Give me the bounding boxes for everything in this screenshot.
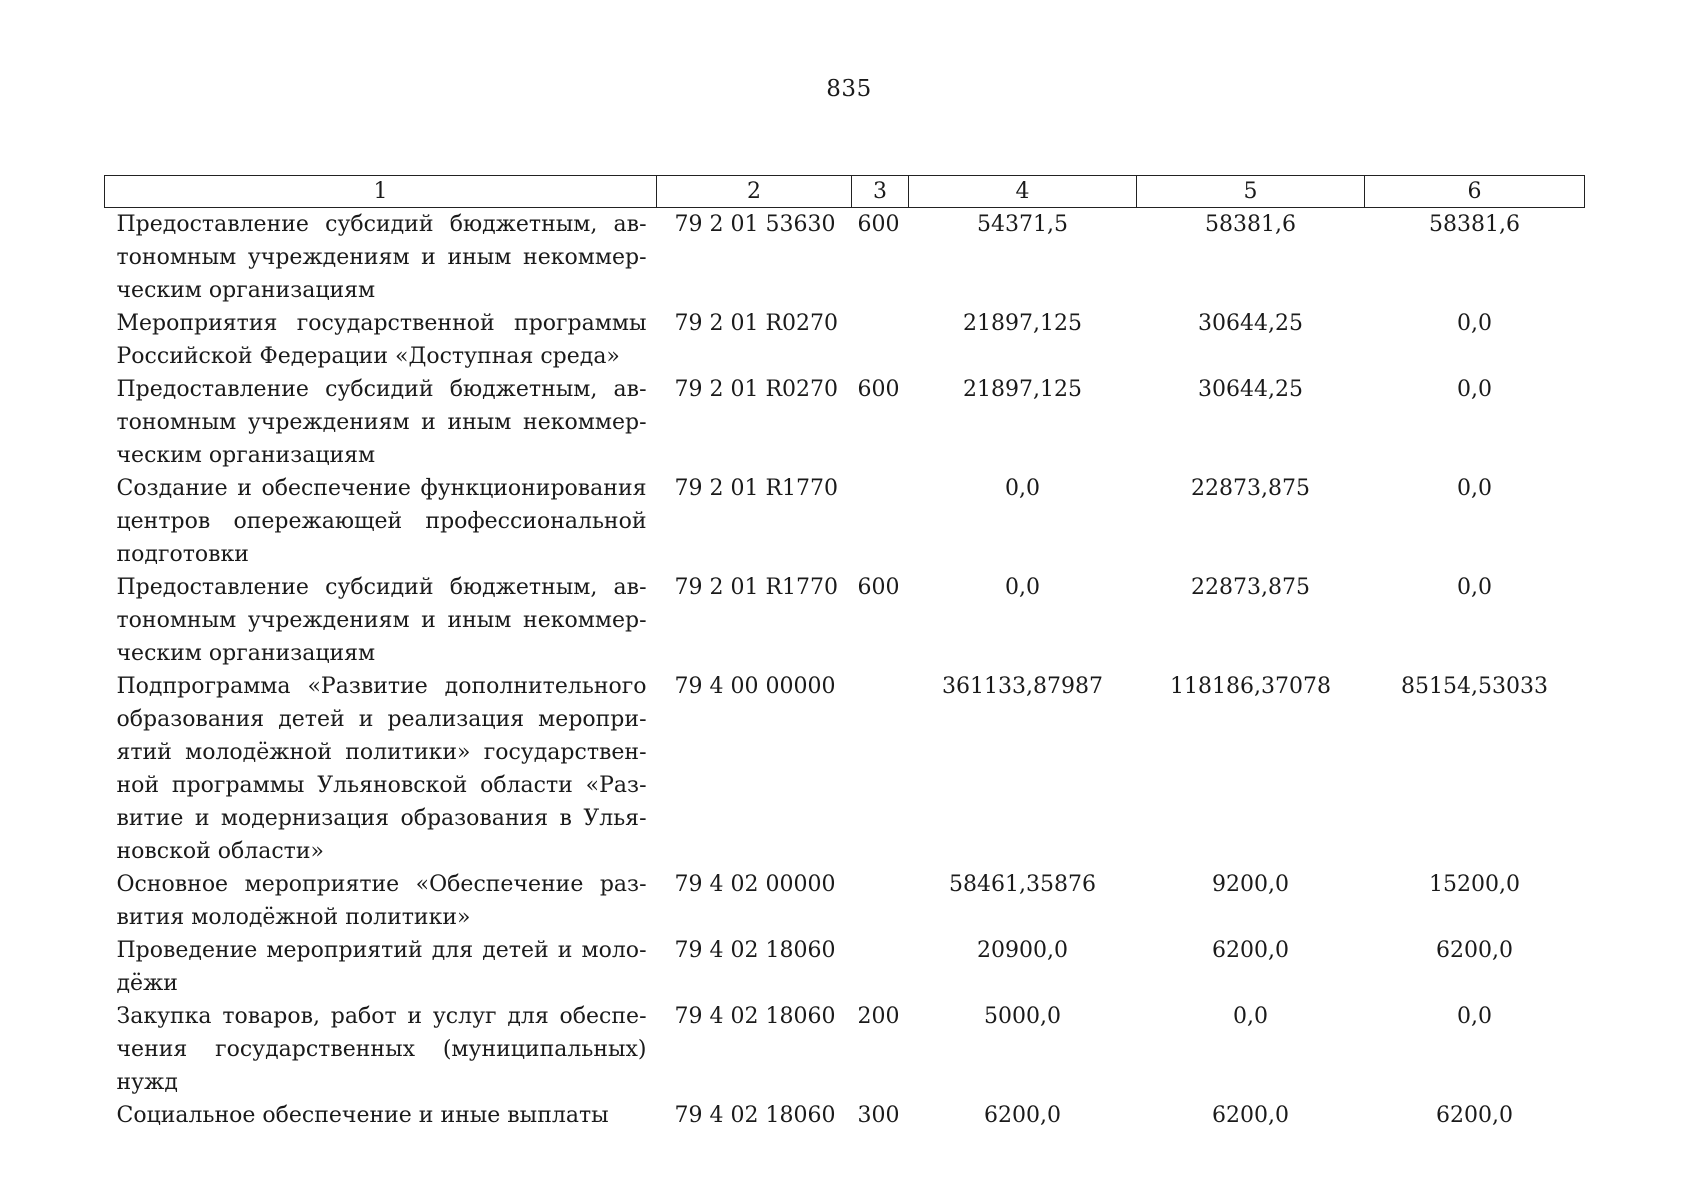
row-code: 79 4 02 00000 — [674, 872, 836, 897]
row-value-6: 0,0 — [1457, 377, 1492, 402]
column-header-5: 5 — [1137, 176, 1365, 208]
row-value-5: 6200,0 — [1212, 1103, 1289, 1128]
row-name: Подпрограмма «Развитие дополнительного образования детей и реализация мероприятий молодёжной политики» государственной программы Ульяновской области «Развитие и модернизация образования в Ульяновской области» — [116, 674, 647, 864]
row-expense-type — [852, 307, 909, 373]
row-value-4: 5000,0 — [984, 1004, 1061, 1029]
row-value-6: 58381,6 — [1429, 212, 1520, 237]
row-value-6: 6200,0 — [1436, 1103, 1513, 1128]
table-row — [105, 373, 1585, 472]
row-code: 79 2 01 53630 — [674, 212, 836, 237]
row-value-4: 0,0 — [1005, 476, 1040, 501]
row-value-5: 118186,37078 — [1170, 674, 1331, 699]
table-row — [105, 934, 1585, 1000]
row-value-6: 85154,53033 — [1401, 674, 1548, 699]
row-value-5: 30644,25 — [1198, 311, 1303, 336]
row-value-5: 22873,875 — [1191, 476, 1310, 501]
row-value-4: 20900,0 — [977, 938, 1068, 963]
row-code: 79 2 01 R1770 — [674, 575, 839, 600]
row-expense-type — [852, 868, 909, 934]
row-value-6: 15200,0 — [1429, 872, 1520, 897]
row-value-4: 0,0 — [1005, 575, 1040, 600]
row-value-4: 21897,125 — [963, 311, 1082, 336]
row-name: Мероприятия государственной программы Российской Федерации «Доступная среда» — [116, 311, 647, 369]
table-row — [105, 208, 1585, 308]
row-code: 79 2 01 R0270 — [674, 377, 839, 402]
row-value-6: 0,0 — [1457, 1004, 1492, 1029]
row-expense-type — [852, 472, 909, 571]
row-value-5: 6200,0 — [1212, 938, 1289, 963]
row-value-4: 361133,87987 — [942, 674, 1103, 699]
row-value-6: 6200,0 — [1436, 938, 1513, 963]
row-name: Предоставление субсидий бюджетным, автономным учреждениям и иным некоммерческим организациям — [116, 575, 647, 666]
row-code: 79 4 02 18060 — [674, 1004, 836, 1029]
row-name: Социальное обеспечение и иные выплаты — [116, 1103, 609, 1128]
column-header-4: 4 — [909, 176, 1137, 208]
row-name: Проведение мероприятий для детей и молодёжи — [116, 938, 647, 996]
row-expense-type: 600 — [857, 212, 900, 237]
row-expense-type: 300 — [857, 1103, 900, 1128]
row-value-4: 54371,5 — [977, 212, 1068, 237]
row-code: 79 4 00 00000 — [674, 674, 836, 699]
row-code: 79 2 01 R0270 — [674, 311, 839, 336]
row-code: 79 4 02 18060 — [674, 938, 836, 963]
row-value-4: 58461,35876 — [949, 872, 1096, 897]
table-row — [105, 868, 1585, 934]
row-value-5: 22873,875 — [1191, 575, 1310, 600]
header-row — [105, 176, 1585, 208]
row-value-5: 58381,6 — [1205, 212, 1296, 237]
budget-table — [104, 175, 1585, 1132]
row-value-6: 0,0 — [1457, 476, 1492, 501]
page-number: 835 — [826, 76, 872, 102]
row-name: Закупка товаров, работ и услуг для обеспечения государственных (муниципальных) нужд — [116, 1004, 647, 1095]
row-expense-type: 600 — [857, 377, 900, 402]
row-value-5: 30644,25 — [1198, 377, 1303, 402]
row-expense-type — [852, 670, 909, 868]
row-value-6: 0,0 — [1457, 575, 1492, 600]
row-value-4: 6200,0 — [984, 1103, 1061, 1128]
row-value-6: 0,0 — [1457, 311, 1492, 336]
table-row — [105, 1000, 1585, 1099]
column-header-6: 6 — [1365, 176, 1585, 208]
table-row — [105, 1099, 1585, 1132]
column-header-1: 1 — [105, 176, 657, 208]
row-name: Основное мероприятие «Обеспечение развития молодёжной политики» — [116, 872, 647, 930]
row-value-5: 9200,0 — [1212, 872, 1289, 897]
row-expense-type: 200 — [857, 1004, 900, 1029]
column-header-2: 2 — [657, 176, 852, 208]
row-value-4: 21897,125 — [963, 377, 1082, 402]
row-code: 79 4 02 18060 — [674, 1103, 836, 1128]
row-name: Предоставление субсидий бюджетным, автономным учреждениям и иным некоммерческим организациям — [116, 377, 647, 468]
row-value-5: 0,0 — [1233, 1004, 1268, 1029]
table-row — [105, 571, 1585, 670]
table-row — [105, 670, 1585, 868]
row-code: 79 2 01 R1770 — [674, 476, 839, 501]
row-name: Предоставление субсидий бюджетным, автономным учреждениям и иным некоммерческим организациям — [116, 212, 647, 303]
column-header-3: 3 — [852, 176, 909, 208]
row-name: Создание и обеспечение функционирования центров опережающей профессиональной подготовки — [116, 476, 647, 567]
row-expense-type — [852, 934, 909, 1000]
table-row — [105, 307, 1585, 373]
table-row — [105, 472, 1585, 571]
row-expense-type: 600 — [857, 575, 900, 600]
